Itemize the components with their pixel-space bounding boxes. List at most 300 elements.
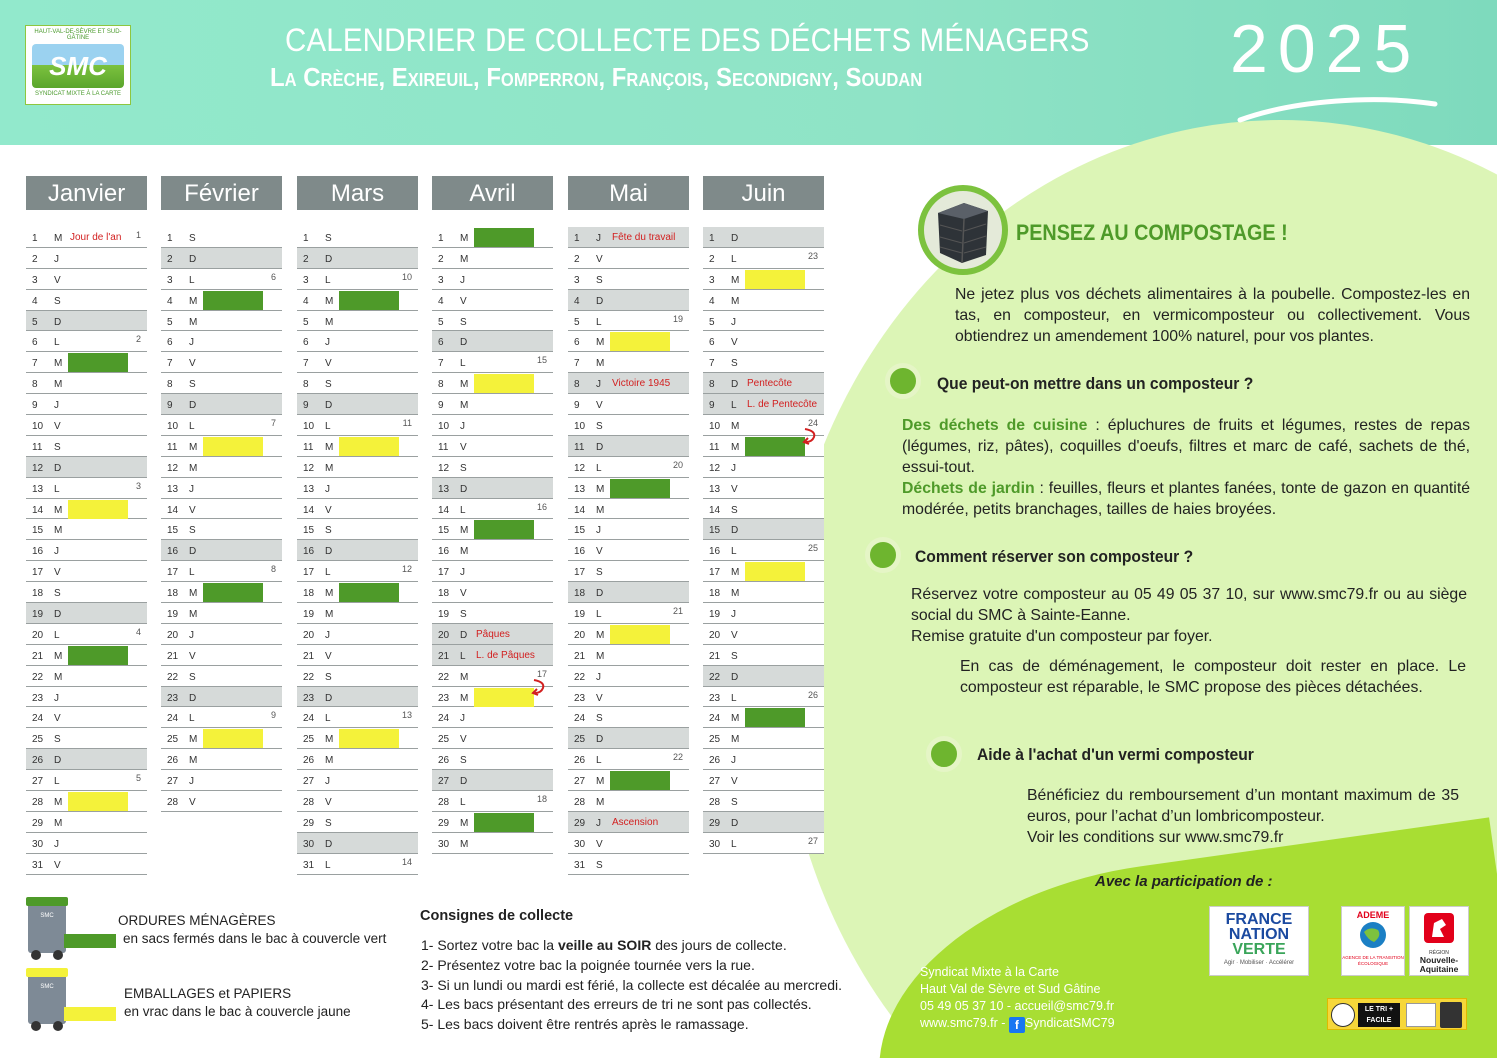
day-number: 21 (32, 650, 44, 662)
calendar-day (297, 415, 418, 436)
day-number: 11 (167, 441, 178, 453)
calendar-day (297, 519, 418, 540)
collection-om-marker (474, 520, 534, 539)
day-number: 2 (438, 253, 444, 265)
day-letter: M (460, 525, 469, 537)
aide-link-line: Voir les conditions sur www.smc79.fr (1027, 829, 1284, 846)
day-number: 23 (438, 692, 450, 704)
calendar-day (432, 561, 553, 582)
day-number: 19 (438, 609, 450, 621)
day-number: 19 (32, 609, 44, 621)
day-number: 9 (32, 400, 38, 412)
collection-ep-marker (474, 374, 534, 393)
day-letter: J (596, 817, 601, 829)
week-number: 20 (672, 459, 683, 470)
cuisine-text: : épluchures de fruits et légumes, restes de repas (légumes, riz, pâtes), coquilles d'oeufs, filtres et marc de café, sachets de thé, essui-tout. (902, 417, 1470, 476)
day-letter: M (189, 462, 198, 474)
collection-om-marker (610, 479, 670, 498)
collection-om-marker (203, 583, 263, 602)
day-letter: M (189, 755, 198, 767)
remise-line: Remise gratuite d'un composteur par foyer. (911, 628, 1213, 645)
cuisine-label: Des déchets de cuisine (902, 417, 1088, 434)
day-letter: D (460, 483, 468, 495)
day-letter: J (460, 567, 465, 579)
day-number: 29 (438, 817, 450, 829)
day-letter: S (460, 609, 467, 621)
day-number: 17 (574, 567, 586, 579)
footer-facebook[interactable]: SyndicatSMC79 (1024, 1016, 1115, 1030)
footer-contact (920, 964, 1115, 1033)
day-letter: M (54, 817, 63, 829)
calendar-day (703, 331, 824, 352)
month-4 (568, 176, 689, 875)
day-letter: M (325, 588, 334, 600)
day-number: 15 (438, 525, 450, 537)
day-number: 9 (574, 400, 580, 412)
ademe-name: ADEME (1356, 910, 1390, 920)
day-letter: M (325, 295, 334, 307)
calendar-day (703, 457, 824, 478)
ademe-logo (1341, 906, 1405, 976)
tri-facile-logo (1327, 998, 1467, 1030)
day-number: 3 (438, 274, 444, 286)
calendar-day (26, 687, 147, 708)
day-letter: M (54, 525, 63, 537)
day-number: 25 (303, 734, 315, 746)
day-number: 15 (709, 525, 721, 537)
reserve-text (911, 584, 1467, 647)
consigne-item (421, 936, 842, 956)
holiday-label: Pentecôte (747, 378, 793, 390)
day-letter: D (54, 609, 62, 621)
day-letter: L (596, 609, 602, 621)
day-letter: J (54, 838, 59, 850)
day-number: 16 (709, 546, 721, 558)
day-number: 17 (32, 567, 44, 579)
day-letter: S (54, 734, 61, 746)
day-number: 17 (167, 567, 179, 579)
participation-label: Avec la participation de : (1095, 873, 1273, 890)
day-letter: J (460, 713, 465, 725)
calendar-day (161, 791, 282, 812)
aide-line: Bénéficiez du remboursement d’un montant maximum de 35 euros, pour l’achat d’un lombricomposteur. (1027, 787, 1459, 825)
bullet-circle-icon (885, 363, 921, 399)
calendar-day (297, 394, 418, 415)
collection-ep-marker (339, 437, 399, 456)
year-swoosh-icon (1235, 90, 1440, 125)
day-number: 29 (303, 817, 315, 829)
day-letter: S (460, 755, 467, 767)
day-letter: M (460, 400, 469, 412)
calendar-day (703, 269, 824, 290)
calendar-day (432, 582, 553, 603)
om-swatch (64, 934, 116, 948)
footer-phone-email[interactable]: 05 49 05 37 10 - accueil@smc79.fr (920, 999, 1115, 1013)
day-number: 3 (709, 274, 715, 286)
day-number: 20 (574, 629, 586, 641)
day-number: 8 (438, 379, 444, 391)
day-letter: J (189, 483, 194, 495)
day-letter: D (325, 838, 333, 850)
fnv-line-1: FRANCE (1225, 911, 1293, 928)
day-number: 6 (438, 337, 444, 349)
day-number: 16 (574, 546, 586, 558)
month-name: Janvier (26, 176, 147, 211)
calendar-day (703, 624, 824, 645)
day-number: 1 (438, 233, 444, 244)
day-letter: L (189, 567, 195, 579)
calendar-day (297, 582, 418, 603)
holiday-label: Fête du travail (612, 232, 676, 243)
day-letter: M (596, 629, 605, 641)
week-number: 7 (270, 418, 276, 429)
day-number: 23 (574, 692, 586, 704)
week-number: 13 (401, 710, 412, 721)
calendar-day (568, 854, 689, 875)
calendar-day (26, 415, 147, 436)
day-number: 6 (32, 337, 38, 349)
collection-ep-marker (68, 500, 128, 519)
day-letter: M (54, 379, 63, 391)
day-number: 24 (709, 713, 721, 725)
day-letter: L (325, 421, 331, 433)
day-number: 20 (303, 629, 315, 641)
year: 2025 (1230, 11, 1422, 87)
day-number: 5 (574, 316, 580, 328)
calendar-day (568, 352, 689, 373)
day-number: 10 (574, 421, 586, 433)
day-number: 31 (32, 859, 44, 871)
fnv-line-4: Agir · Mobiliser · Accélérer (1223, 960, 1295, 966)
calendar-day (161, 666, 282, 687)
day-letter: S (596, 859, 603, 871)
ademe-sub: AGENCE DE LA TRANSITION ÉCOLOGIQUE (1342, 955, 1404, 966)
page-title: CALENDRIER DE COLLECTE DES DÉCHETS MÉNAGERS (285, 22, 1090, 58)
calendar-day (568, 394, 689, 415)
day-letter: D (731, 525, 739, 537)
consigne-item (421, 1015, 842, 1035)
calendar-day (297, 499, 418, 520)
calendar-day (26, 269, 147, 290)
day-number: 26 (438, 755, 450, 767)
calendar-day (432, 603, 553, 624)
day-letter: V (460, 588, 467, 600)
day-letter: D (189, 400, 197, 412)
calendar-day (26, 728, 147, 749)
day-letter: V (460, 441, 467, 453)
day-number: 7 (32, 358, 38, 370)
calendar-day (432, 415, 553, 436)
day-letter: J (596, 671, 601, 683)
calendar-day (432, 707, 553, 728)
question-3: Aide à l'achat d'un vermi composteur (977, 745, 1254, 764)
day-number: 14 (167, 504, 179, 516)
day-number: 12 (438, 462, 450, 474)
calendar-day (432, 499, 553, 520)
day-letter: V (54, 421, 61, 433)
consigne-item (421, 976, 842, 996)
day-letter: D (460, 337, 468, 349)
calendar-day (161, 394, 282, 415)
footer-area: Haut Val de Sèvre et Sud Gâtine (920, 982, 1101, 996)
day-number: 13 (574, 483, 586, 495)
day-number: 25 (438, 734, 450, 746)
calendar-day (297, 770, 418, 791)
day-number: 30 (32, 838, 44, 850)
consigne-emphasis: veille au SOIR (557, 937, 652, 953)
collection-ep-marker (745, 562, 805, 581)
calendar-day (432, 519, 553, 540)
calendar-day (161, 227, 282, 248)
calendar-day (26, 248, 147, 269)
calendar-day (297, 728, 418, 749)
day-letter: S (596, 567, 603, 579)
day-number: 20 (438, 629, 450, 641)
week-number: 15 (536, 355, 547, 366)
calendar-day (161, 331, 282, 352)
region-name-2: Aquitaine (1419, 964, 1459, 974)
day-number: 5 (438, 316, 444, 328)
week-number: 5 (135, 773, 141, 784)
calendar-day (161, 290, 282, 311)
calendar-day (297, 833, 418, 854)
calendar-day (297, 666, 418, 687)
day-number: 19 (303, 609, 315, 621)
day-letter: J (325, 483, 330, 495)
day-number: 18 (303, 588, 315, 600)
day-letter: M (731, 713, 740, 725)
calendar-day (297, 478, 418, 499)
calendar-day (297, 269, 418, 290)
day-letter: J (54, 253, 59, 265)
holiday-label: Ascension (612, 816, 659, 828)
day-letter: J (596, 379, 601, 391)
calendar-day (568, 770, 689, 791)
day-number: 18 (709, 588, 721, 600)
day-letter: M (460, 692, 469, 704)
calendar-day (26, 645, 147, 666)
day-letter: L (189, 274, 195, 286)
day-letter: D (325, 546, 333, 558)
week-number: 26 (807, 689, 818, 700)
om-legend (118, 912, 386, 948)
day-letter: M (731, 421, 740, 433)
day-number: 3 (574, 274, 580, 286)
calendar-day (432, 457, 553, 478)
week-number: 3 (135, 480, 141, 491)
calendar-day (161, 436, 282, 457)
day-letter: L (325, 567, 331, 579)
day-letter: M (460, 838, 469, 850)
month-gap (432, 211, 553, 227)
calendar-day (297, 645, 418, 666)
calendar-day (297, 854, 418, 875)
question-2: Comment réserver son composteur ? (915, 547, 1194, 566)
day-letter: V (596, 692, 603, 704)
day-number: 11 (709, 441, 720, 453)
day-number: 3 (167, 274, 173, 286)
day-number: 7 (167, 358, 173, 370)
calendar-day (703, 812, 824, 833)
shift-arrow-icon (531, 678, 547, 696)
week-number: 2 (135, 334, 141, 345)
day-letter: M (460, 233, 469, 244)
day-number: 25 (709, 734, 721, 746)
calendar-day (703, 666, 824, 687)
day-number: 24 (303, 713, 315, 725)
day-letter: D (596, 295, 604, 307)
day-letter: V (54, 859, 61, 871)
month-2 (297, 176, 418, 875)
calendar-day (297, 561, 418, 582)
week-number: 14 (401, 856, 412, 867)
day-number: 10 (303, 421, 315, 433)
day-number: 20 (32, 629, 44, 641)
calendar-day (297, 331, 418, 352)
day-number: 23 (32, 692, 44, 704)
day-letter: M (325, 609, 334, 621)
day-letter: V (54, 274, 61, 286)
day-letter: L (325, 713, 331, 725)
day-letter: V (325, 358, 332, 370)
demenagement-text: En cas de déménagement, le composteur doit rester en place. Le composteur est réparable, le SMC propose des pièces détachées. (960, 658, 1466, 696)
bin-label: SMC (40, 913, 54, 919)
day-letter: J (325, 629, 330, 641)
month-gap (26, 211, 147, 227)
fnv-line-3: VERTE (1232, 941, 1286, 958)
day-letter: L (54, 629, 60, 641)
day-letter: D (189, 546, 197, 558)
day-letter: S (189, 379, 196, 391)
footer-website[interactable]: www.smc79.fr - (920, 1016, 1006, 1030)
calendar-day (26, 749, 147, 770)
day-letter: M (460, 253, 469, 265)
day-number: 22 (709, 671, 721, 683)
day-number: 1 (709, 233, 715, 244)
day-number: 2 (32, 253, 38, 265)
calendar-day (568, 728, 689, 749)
consigne-text: 1- Sortez votre bac la (421, 937, 558, 953)
calendar-day (432, 728, 553, 749)
day-number: 3 (303, 274, 309, 286)
day-letter: S (596, 713, 603, 725)
calendar-day (432, 331, 553, 352)
month-gap (568, 211, 689, 227)
day-letter: L (731, 546, 737, 558)
calendar-day (568, 707, 689, 728)
calendar-day (568, 311, 689, 332)
calendar-day (26, 519, 147, 540)
week-number: 18 (536, 794, 547, 805)
calendar-day (26, 478, 147, 499)
day-letter: S (325, 233, 332, 244)
day-number: 1 (303, 233, 309, 244)
calendar-day (703, 582, 824, 603)
day-letter: J (460, 421, 465, 433)
month-name: Avril (432, 176, 553, 211)
day-number: 5 (32, 316, 38, 328)
calendar-day (161, 311, 282, 332)
day-letter: V (189, 504, 196, 516)
day-number: 30 (438, 838, 450, 850)
day-number: 6 (574, 337, 580, 349)
calendar-day (161, 352, 282, 373)
calendar-day (568, 331, 689, 352)
day-letter: S (460, 316, 467, 328)
calendar-day (26, 436, 147, 457)
day-letter: M (189, 316, 198, 328)
day-number: 6 (303, 337, 309, 349)
jardin-label: Déchets de jardin (902, 480, 1035, 497)
consigne-text: 3- Si un lundi ou mardi est férié, la collecte est décalée au mercredi. (421, 976, 842, 993)
week-number: 17 (536, 668, 547, 679)
day-letter: D (596, 588, 604, 600)
day-number: 17 (709, 567, 721, 579)
consigne-text: des jours de collecte. (651, 937, 787, 953)
day-letter: L (189, 713, 195, 725)
day-letter: D (54, 462, 62, 474)
day-letter: L (460, 797, 466, 809)
calendar-day (432, 645, 553, 666)
calendar-day (432, 290, 553, 311)
footer-web (920, 1015, 1115, 1033)
consignes-list (421, 936, 842, 1035)
day-number: 14 (574, 504, 586, 516)
day-letter: V (731, 629, 738, 641)
week-number: 4 (135, 626, 141, 637)
day-number: 1 (32, 233, 38, 244)
week-number: 16 (536, 501, 547, 512)
day-number: 18 (32, 588, 44, 600)
calendar-day (297, 457, 418, 478)
day-number: 8 (32, 379, 38, 391)
day-letter: M (54, 797, 63, 809)
calendar-day (703, 749, 824, 770)
france-nation-verte-logo (1209, 906, 1309, 976)
day-letter: D (460, 776, 468, 788)
day-letter: M (325, 316, 334, 328)
calendar-day (568, 457, 689, 478)
calendar-day (568, 373, 689, 394)
day-letter: V (731, 483, 738, 495)
day-letter: M (325, 441, 334, 453)
calendar-day (703, 603, 824, 624)
day-letter: M (54, 504, 63, 516)
collection-ep-marker (203, 729, 263, 748)
calendar-day (703, 227, 824, 248)
day-number: 24 (574, 713, 586, 725)
day-letter: S (731, 797, 738, 809)
day-number: 13 (709, 483, 721, 495)
calendar-day (432, 352, 553, 373)
day-number: 13 (303, 483, 315, 495)
calendar-day (432, 373, 553, 394)
calendar-day (703, 373, 824, 394)
day-number: 9 (709, 400, 715, 412)
calendar-day (432, 749, 553, 770)
ep-desc: en vrac dans le bac à couvercle jaune (124, 1004, 351, 1019)
day-letter: M (596, 797, 605, 809)
facebook-icon[interactable]: f (1009, 1017, 1025, 1033)
calendar-day (568, 645, 689, 666)
day-letter: M (596, 337, 605, 349)
day-letter: L (54, 776, 60, 788)
day-letter: M (189, 441, 198, 453)
compost-intro: Ne jetez plus vos déchets alimentaires à la poubelle. Compostez-les en tas, en composteur, en vermicomposteur ou collectivement. Vous obtiendrez un amendement 100% naturel, pour vos plantes. (955, 286, 1470, 345)
day-number: 26 (709, 755, 721, 767)
region-label: RÉGION (1429, 950, 1449, 956)
day-letter: M (731, 734, 740, 746)
